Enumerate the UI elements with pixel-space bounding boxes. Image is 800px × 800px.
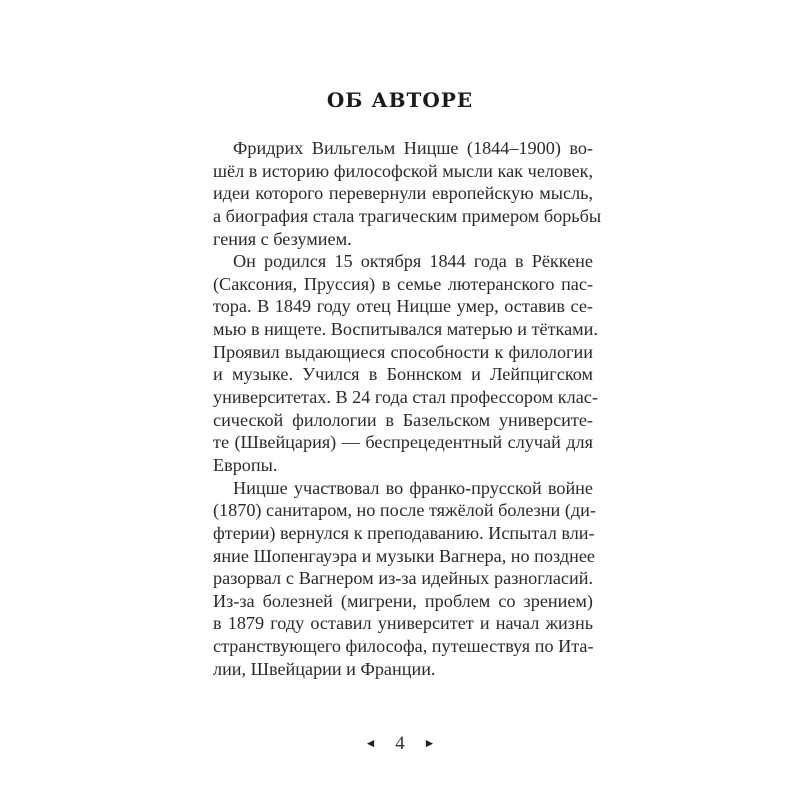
text-line: лии, Швейцарии и Франции.	[213, 658, 436, 679]
text-line: (Саксония, Пруссия) в семье лютеранского пас-	[213, 273, 593, 294]
text-line: гения с безумием.	[213, 228, 352, 249]
paragraph-3	[213, 477, 596, 681]
text-line: странствующего философа, путешествуя по Ита-	[213, 636, 594, 657]
text-line: Он родился 15 октября 1844 года в Рёккене	[233, 251, 593, 272]
text-line: Проявил выдающиеся способности к филологии	[213, 341, 593, 362]
page-title: ОБ АВТОРЕ	[326, 88, 474, 112]
page-number: 4	[395, 733, 405, 754]
page-body	[213, 137, 602, 680]
text-line: сической филологии в Базельском университе-	[213, 409, 593, 430]
text-line: тора. В 1849 году отец Ницше умер, оставив се-	[213, 296, 593, 317]
arrow-right-icon: ►	[423, 736, 436, 750]
text-line: Фридрих Вильгельм Ницше (1844–1900) во-	[233, 138, 593, 158]
arrow-left-icon: ◄	[364, 736, 377, 750]
text-line: те (Швейцария) — беспрецедентный случай для	[213, 432, 593, 453]
text-line: Европы.	[213, 454, 278, 475]
text-line: идеи которого перевернули европейскую мысль,	[213, 183, 593, 204]
text-line: Из-за болезней (мигрени, проблем со зрением)	[213, 590, 593, 611]
text-line: фтерии) вернулся к преподаванию. Испытал вли-	[213, 522, 595, 543]
text-line: (1870) санитаром, но после тяжёлой болезни (ди-	[213, 500, 596, 521]
text-line: мью в нищете. Воспитывался матерью и тётками.	[213, 319, 598, 340]
text-line: Ницше участвовал во франко-прусской войне	[233, 477, 593, 498]
text-line: университетах. В 24 года стал профессором клас-	[213, 387, 598, 408]
paragraph-2	[213, 250, 598, 476]
text-line: в 1879 году оставил университет и начал жизнь	[213, 613, 593, 634]
text-line: шёл в историю философской мысли как человек,	[213, 160, 593, 181]
page-footer	[0, 733, 800, 755]
text-line: яние Шопенгауэра и музыки Вагнера, но позднее	[213, 545, 595, 566]
text-line: и музыке. Учился в Боннском и Лейпцигском	[213, 364, 593, 385]
paragraph-1	[213, 137, 602, 250]
text-line: разорвал с Вагнером из-за идейных разногласий.	[213, 568, 593, 589]
text-line: а биография стала трагическим примером борьбы	[213, 205, 602, 226]
